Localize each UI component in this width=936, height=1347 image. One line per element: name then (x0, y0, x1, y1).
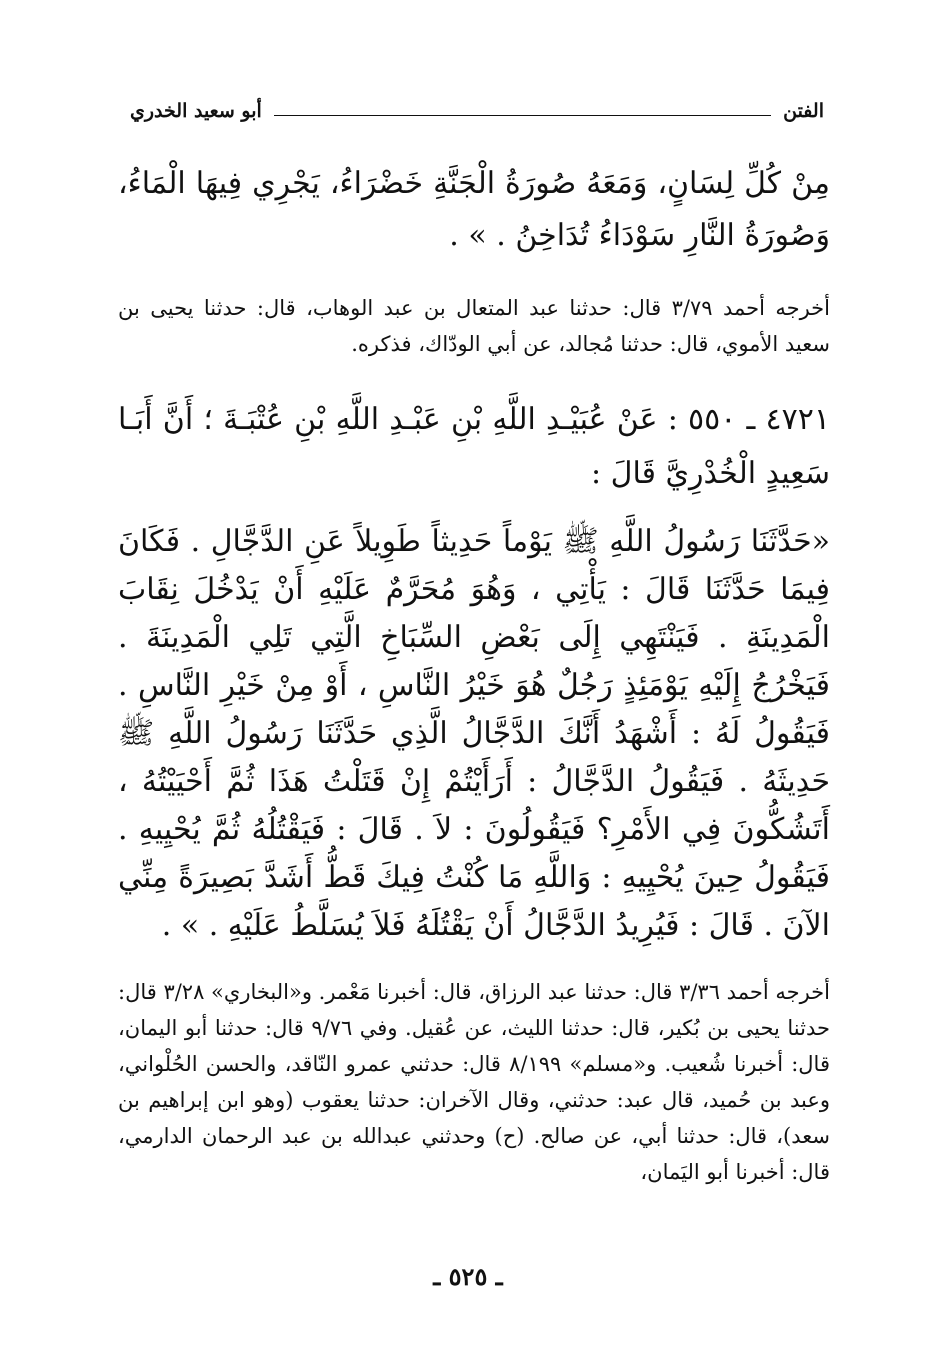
header-rule (274, 115, 771, 116)
page-number: ـ ٥٢٥ ـ (433, 1262, 503, 1291)
running-header (130, 96, 824, 126)
hadith-text: «حَدَّثَنَا رَسُولُ اللَّهِ ﷺ يَوْماً حَدِيثاً طَوِيلاً عَنِ الدَّجَّالِ . فَكَانَ فِيمَا حَدَّثَنَا قَالَ : يَأْتِي ، وَهُوَ مُحَرَّمٌ عَلَيْهِ أَنْ يَدْخُلَ نِقَابَ الْمَدِينَةِ . فَيَنْتَهِي إِلَى بَعْضِ السِّبَاخِ الَّتِي تَلِي الْمَدِينَةَ . فَيَخْرُجُ إِلَيْهِ يَوْمَئِذٍ رَجُلٌ هُوَ خَيْرُ النَّاسِ ، أَوْ مِنْ خَيْرِ النَّاسِ . فَيَقُولُ لَهُ : أَشْهَدُ أَنَّكَ الدَّجَّالُ الَّذِي حَدَّثَنَا رَسُولُ اللَّهِ ﷺ حَدِيثَهُ . فَيَقُولُ الدَّجَّالُ : أَرَأَيْتُمْ إِنْ قَتَلْتُ هَذَا ثُمَّ أَحْيَيْتُهُ ، أَتَشُكُّونَ فِي الأَمْرِ؟ فَيَقُولُونَ : لاَ . قَالَ : فَيَقْتُلُهُ ثُمَّ يُحْيِيهِ . فَيَقُولُ حِينَ يُحْيِيهِ : وَاللَّهِ مَا كُنْتُ فِيكَ قَطُّ أَشَدَّ بَصِيرَةً مِنِّي الآنَ . قَالَ : فَيُرِيدُ الدَّجَّالُ أَنْ يَقْتُلَهُ فَلاَ يُسَلَّطُ عَلَيْهِ . » . (118, 524, 830, 943)
hadith-continuation: مِنْ كُلِّ لِسَانٍ، وَمَعَهُ صُورَةُ الْجَنَّةِ خَضْرَاءُ، يَجْرِي فِيهَا الْمَاءُ، وَصُورَةُ النَّارِ سَوْدَاءُ تُدَاخِنُ . » . (118, 166, 830, 253)
hadith-heading: ٤٧٢١ ـ ٥٥٠ : عَنْ عُبَيْـدِ اللَّهِ بْنِ عَبْـدِ اللَّهِ بْنِ عُتْبَـةَ ؛ أَنَّ أَبَـا سَعِيدٍ الْخُدْرِيَّ قَالَ : (118, 402, 830, 491)
section-title: أبو سعيد الخدري (130, 100, 262, 122)
takhrij-note-2: أخرجه أحمد ٣/٣٦ قال: حدثنا عبد الرزاق، قال: أخبرنا مَعْمر. و«البخاري» ٣/٢٨ قال: حدثنا يحيى بن بُكير، قال: حدثنا الليث، عن عُقيل. وفي ٩/٧٦ قال: حدثنا أبو اليمان، قال: أخبرنا شُعيب. و«مسلم» ٨/١٩٩ قال: حدثني عمرو النّاقد، والحسن الحُلْواني، وعبد بن حُميد، قال عبد: حدثني، وقال الآخران: حدثنا يعقوب (وهو ابن إبراهيم بن سعد)، قال: حدثنا أبي، عن صالح. (ح) وحدثني عبدالله بن عبد الرحمان الدارمي، قال: أخبرنا أبو اليَمان، (118, 980, 830, 1184)
takhrij-note-1: أخرجه أحمد ٣/٧٩ قال: حدثنا عبد المتعال بن عبد الوهاب، قال: حدثنا يحيى بن سعيد الأموي، قال: حدثنا مُجالد، عن أبي الودّاك، فذكره. (118, 296, 830, 356)
chapter-title: الفتن (783, 100, 824, 122)
